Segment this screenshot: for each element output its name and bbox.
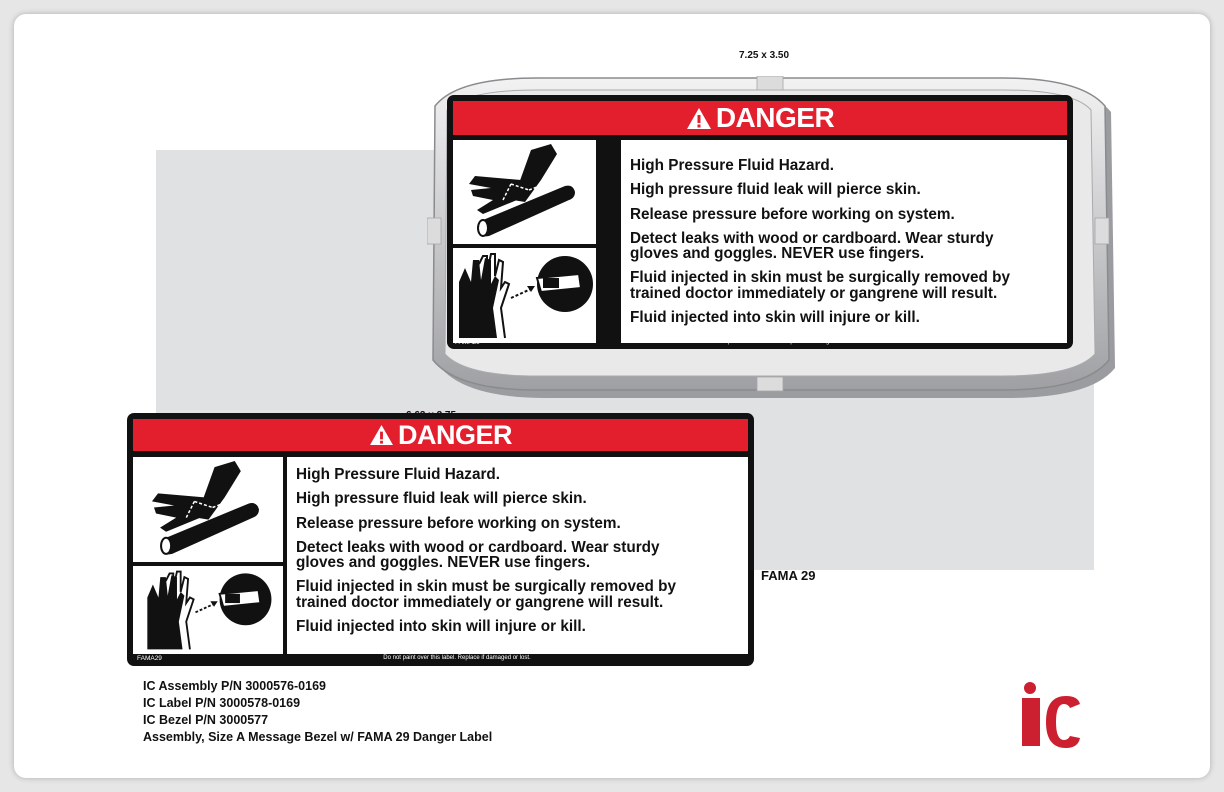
message-line: Detect leaks with wood or cardboard. Wear sturdy: [296, 538, 660, 556]
label-part-number: IC Label P/N 3000578-0169: [143, 696, 301, 710]
message-line: trained doctor immediately or gangrene will result.: [630, 284, 998, 302]
high-pressure-injection-hand-icon: [453, 140, 596, 244]
product-name: FAMA 29: [761, 568, 816, 583]
message-line: trained doctor immediately or gangrene will result.: [296, 593, 664, 611]
safety-messages: [621, 140, 1067, 343]
message-line: gloves and goggles. NEVER use fingers.: [296, 554, 591, 572]
message-line: High Pressure Fluid Hazard.: [630, 157, 835, 174]
label-code: FAMA29: [455, 339, 480, 346]
message-line: Fluid injected in skin must be surgically removed by: [296, 578, 676, 596]
gloves-and-goggles-icon: [133, 566, 283, 654]
message-line: Release pressure before working on system.: [296, 514, 621, 532]
message-line: gloves and goggles. NEVER use fingers.: [630, 245, 925, 263]
gloves-and-goggles-icon: [453, 248, 596, 343]
large-danger-label: [447, 95, 1073, 349]
warning-triangle-icon: [369, 424, 394, 446]
safety-messages: [287, 457, 748, 654]
injection-pictogram: [453, 140, 596, 244]
sheet: [14, 14, 1210, 778]
high-pressure-injection-hand-icon: [133, 457, 283, 562]
ppe-pictogram: [133, 566, 283, 654]
footer-note: Do not paint over this label. Replace if damaged or lost.: [708, 339, 856, 345]
ic-logo: [1020, 678, 1084, 750]
message-line: High pressure fluid leak will pierce skin.: [630, 181, 921, 199]
message-line: Fluid injected into skin will injure or kill.: [630, 309, 920, 327]
assembly-part-number: IC Assembly P/N 3000576-0169: [143, 679, 326, 693]
danger-banner: [133, 419, 748, 451]
bezel-part-number: IC Bezel P/N 3000577: [143, 713, 269, 727]
message-line: High Pressure Fluid Hazard.: [296, 466, 501, 483]
message-line: Release pressure before working on system.: [630, 205, 955, 223]
footer-note: Do not paint over this label. Replace if damaged or lost.: [383, 655, 531, 661]
warning-triangle-icon: [686, 107, 712, 130]
part-info: [143, 678, 492, 746]
small-danger-label: [127, 413, 754, 666]
signal-word: DANGER: [715, 102, 835, 133]
message-line: Fluid injected into skin will injure or kill.: [296, 618, 586, 636]
assembly-description: Assembly, Size A Message Bezel w/ FAMA 29 Danger Label: [143, 730, 493, 744]
injection-pictogram: [133, 457, 283, 562]
message-line: Fluid injected in skin must be surgically removed by: [630, 269, 1010, 287]
danger-banner: [453, 101, 1067, 135]
label-code: FAMA29: [137, 655, 162, 662]
signal-word: DANGER: [397, 419, 512, 450]
large-size-dimension: 7.25 x 3.50: [739, 50, 790, 61]
message-line: Detect leaks with wood or cardboard. Wear sturdy: [630, 229, 994, 247]
ppe-pictogram: [453, 248, 596, 343]
message-line: High pressure fluid leak will pierce skin.: [296, 490, 587, 508]
